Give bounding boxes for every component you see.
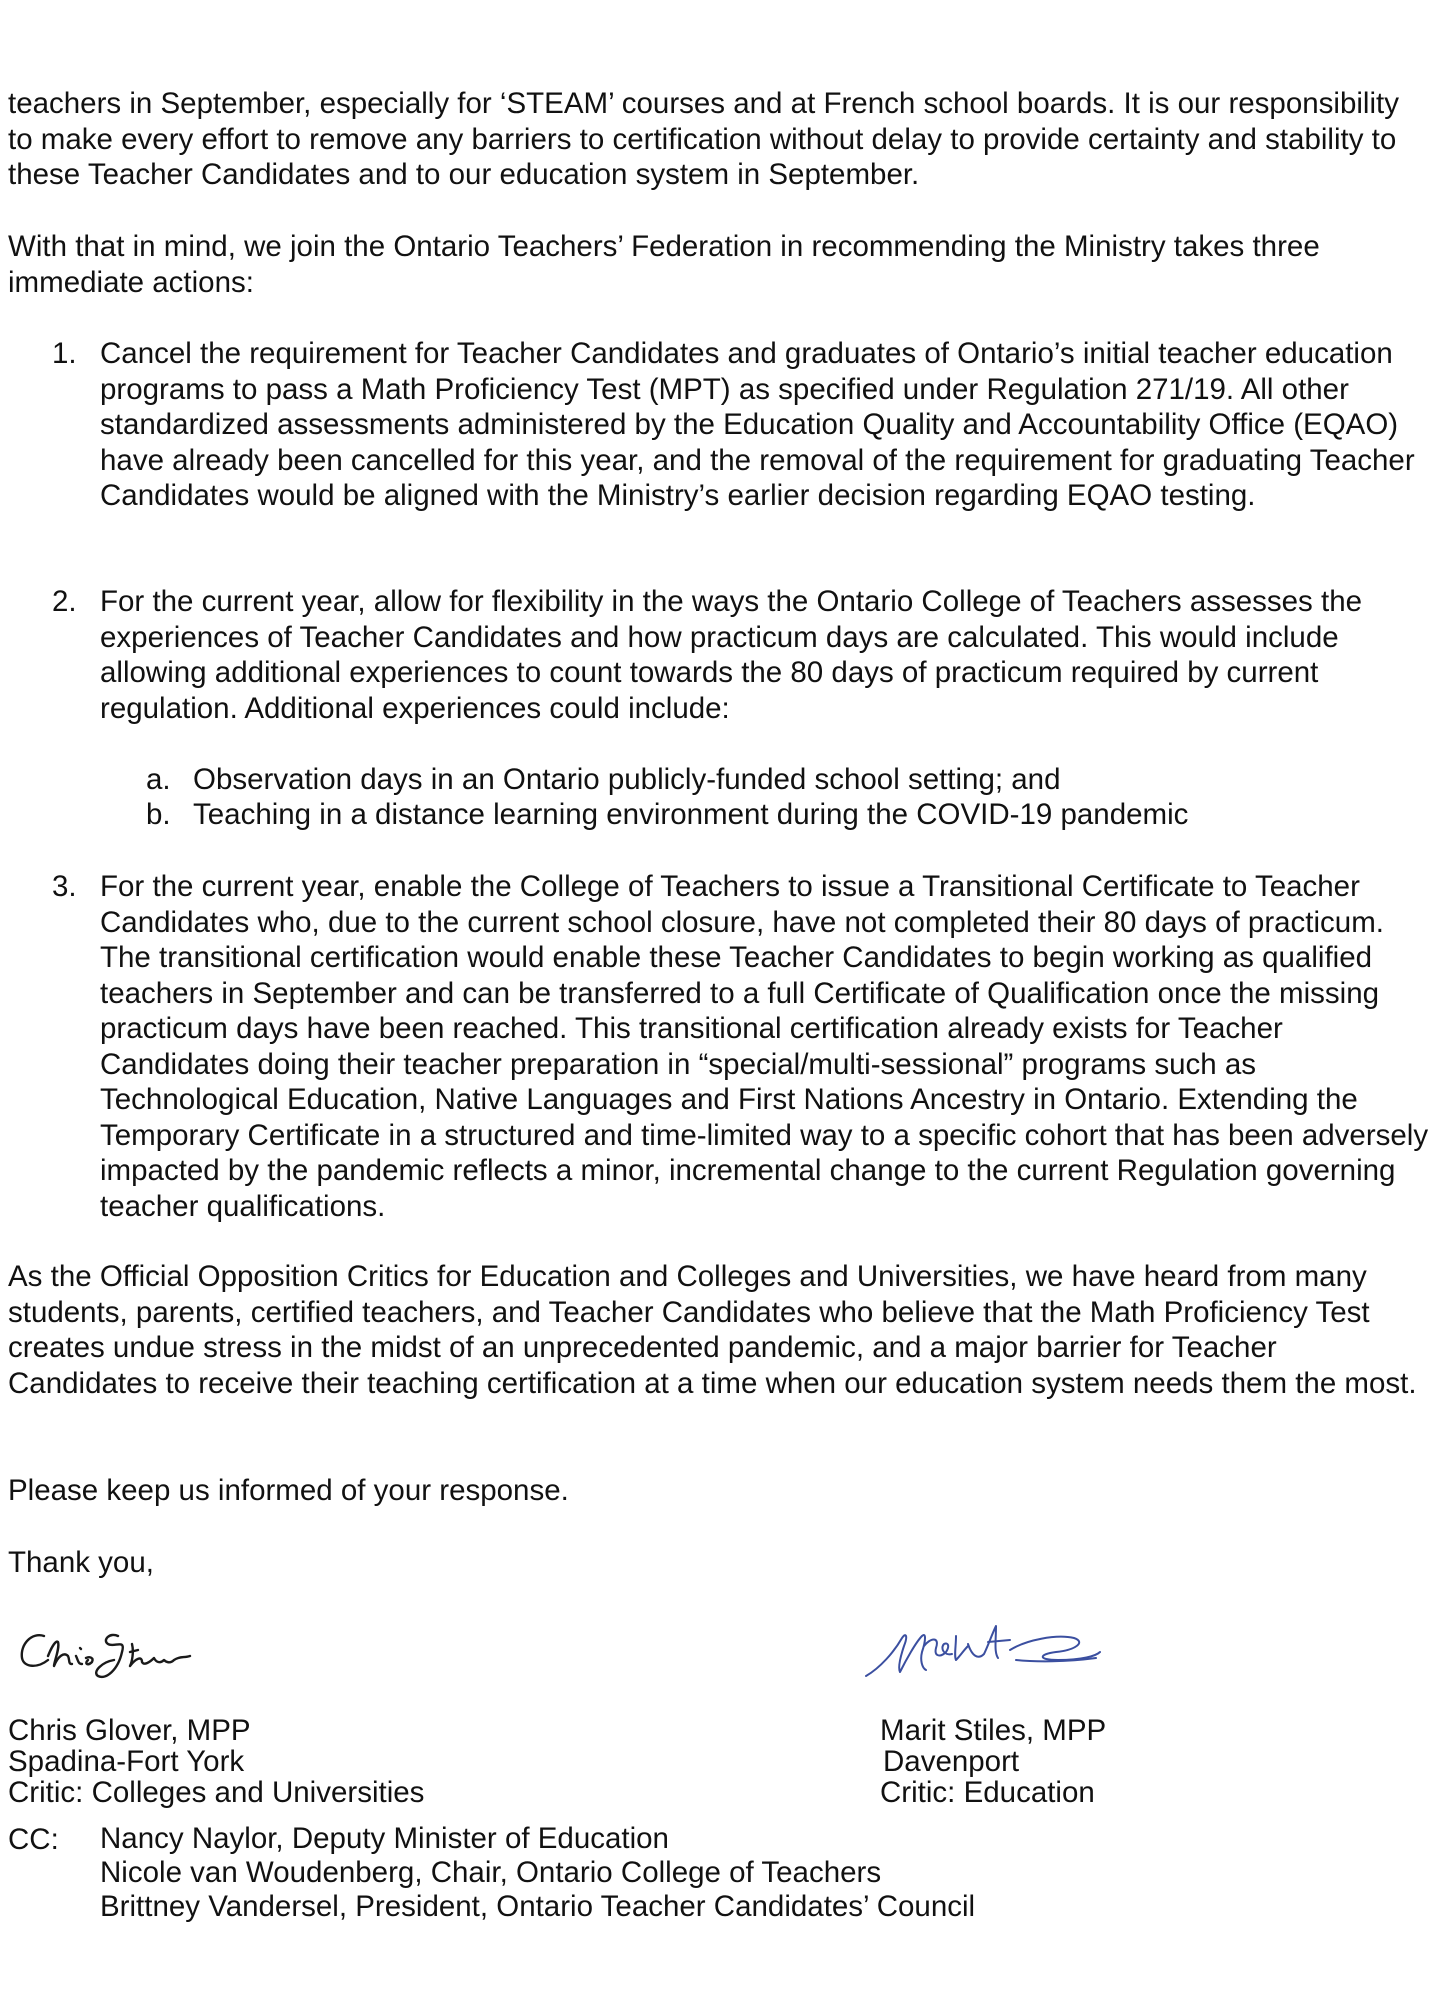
signatory-name: Chris Glover, MPP [8,1714,251,1747]
action-number: 1. [52,337,77,370]
action-text: For the current year, allow for flexibility in the ways the Ontario College of Teachers assesses the experiences of Teacher Candidates and how practicum days are calculated. This would include allowing additional experiences to count towards the 80 days of practicum required by current regulation. Additional experiences could include: [100,585,1363,725]
cc-label: CC: [8,1823,59,1856]
action-text: Cancel the requirement for Teacher Candidates and graduates of Ontario’s initial teacher education programs to pass a Math Proficiency Test (MPT) as specified under Regulation 271/19. All other standardized assessments administered by the Education Quality and Accountability Office (EQAO) have already been cancelled for this year, and the removal of the requirement for graduating Teacher Candidates would be aligned with the Ministry’s earlier decision regarding EQAO testing. [100,337,1415,512]
intro-paragraph: teachers in September, especially for ‘STEAM’ courses and at French school boards. It is our responsibility to make every effort to remove any barriers to certification without delay to provide certainty and stability to these Teacher Candidates and to our education system in September. [8,87,1399,191]
sign-off: Thank you, [8,1546,154,1579]
cc-recipients [100,1822,975,1924]
request-line: Please keep us informed of your response. [8,1474,569,1507]
sub-item-text: Observation days in an Ontario publicly-funded school setting; and [193,763,1061,796]
signatory-name: Marit Stiles, MPP [880,1714,1107,1747]
signatory-riding: Davenport [883,1745,1020,1778]
action-number: 3. [52,870,77,903]
signatory-block-left [8,1715,424,1808]
signatory-block-right [880,1715,1106,1808]
cc-recipient: Brittney Vandersel, President, Ontario Teacher Candidates’ Council [100,1890,976,1923]
signatory-role: Critic: Colleges and Universities [8,1776,425,1809]
sub-item-text: Teaching in a distance learning environment during the COVID-19 pandemic [193,798,1189,831]
signature-chris-glover [14,1622,224,1682]
signatory-riding: Spadina-Fort York [8,1745,245,1778]
lead-in-paragraph: With that in mind, we join the Ontario Teachers’ Federation in recommending the Ministry takes three immediate actions: [8,230,1320,299]
signature-marit-stiles [860,1616,1120,1692]
signatory-role: Critic: Education [880,1776,1095,1809]
sub-item-letter: b. [146,798,171,831]
action-number: 2. [52,585,77,618]
action-text: For the current year, enable the College of Teachers to issue a Transitional Certificate to Teacher Candidates who, due to the current school closure, have not completed their 80 days of practicum. The transitional certification would enable these Teacher Candidates to begin working as qualified teachers in September and can be transferred to a full Certificate of Qualification once the missing practicum days have been reached. This transitional certification already exists for Teacher Candidates doing their teacher preparation in “special/multi-sessional” programs such as Technological Education, Native Languages and First Nations Ancestry in Ontario. Extending the Temporary Certificate in a structured and time-limited way to a specific cohort that has been adversely impacted by the pandemic reflects a minor, incremental change to the current Regulation governing teacher qualifications. [100,870,1429,1223]
cc-recipient: Nicole van Woudenberg, Chair, Ontario College of Teachers [100,1856,882,1889]
sub-item-letter: a. [146,763,171,796]
cc-recipient: Nancy Naylor, Deputy Minister of Education [100,1822,669,1855]
closing-paragraph: As the Official Opposition Critics for Education and Colleges and Universities, we have heard from many students, parents, certified teachers, and Teacher Candidates who believe that the Math Proficiency Test creates undue stress in the midst of an unprecedented pandemic, and a major barrier for Teacher Candidates to receive their teaching certification at a time when our education system needs them the most. [8,1260,1417,1400]
